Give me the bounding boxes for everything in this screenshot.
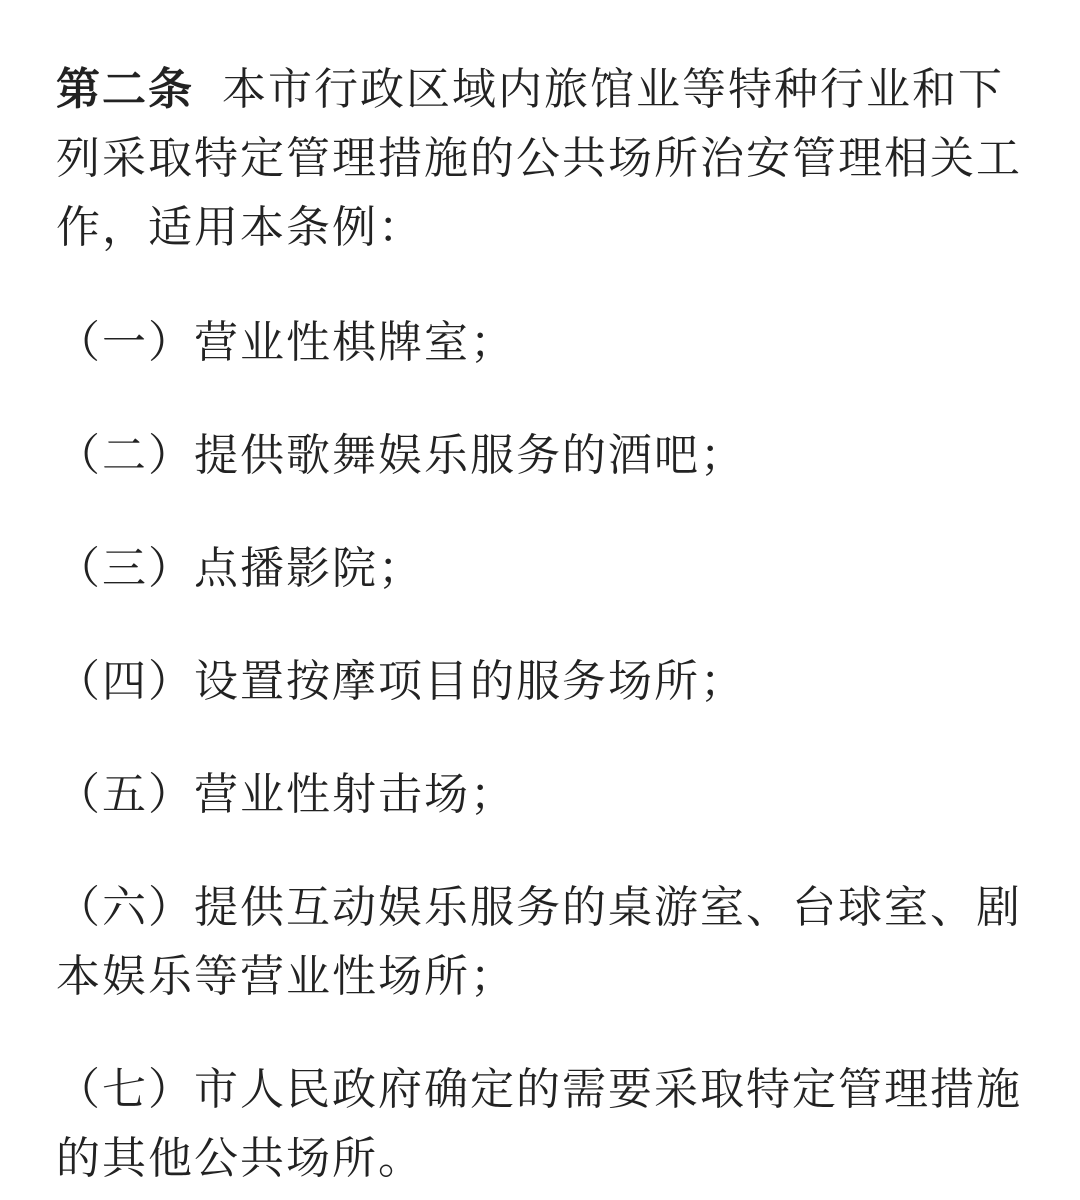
list-item: （三）点播影院； [56,543,424,594]
list-item: （一）营业性棋牌室； [56,317,516,368]
list-item: （六）提供互动娱乐服务的桌游室、台球室、剧本娱乐等营业性场所； [56,882,1022,1002]
list-item: （五）营业性射击场； [56,769,516,820]
list-item: （七）市人民政府确定的需要采取特定管理措施的其他公共场所。 [56,1064,1022,1184]
article-intro-paragraph [56,55,1036,262]
list-item: （二）提供歌舞娱乐服务的酒吧； [56,430,746,481]
list-item: （四）设置按摩项目的服务场所； [56,656,746,707]
article-number: 第二条 [56,64,194,115]
article-body [56,55,1036,1193]
article-intro-text: 本市行政区域内旅馆业等特种行业和下列采取特定管理措施的公共场所治安管理相关工作，适用本条例： [56,64,1022,253]
